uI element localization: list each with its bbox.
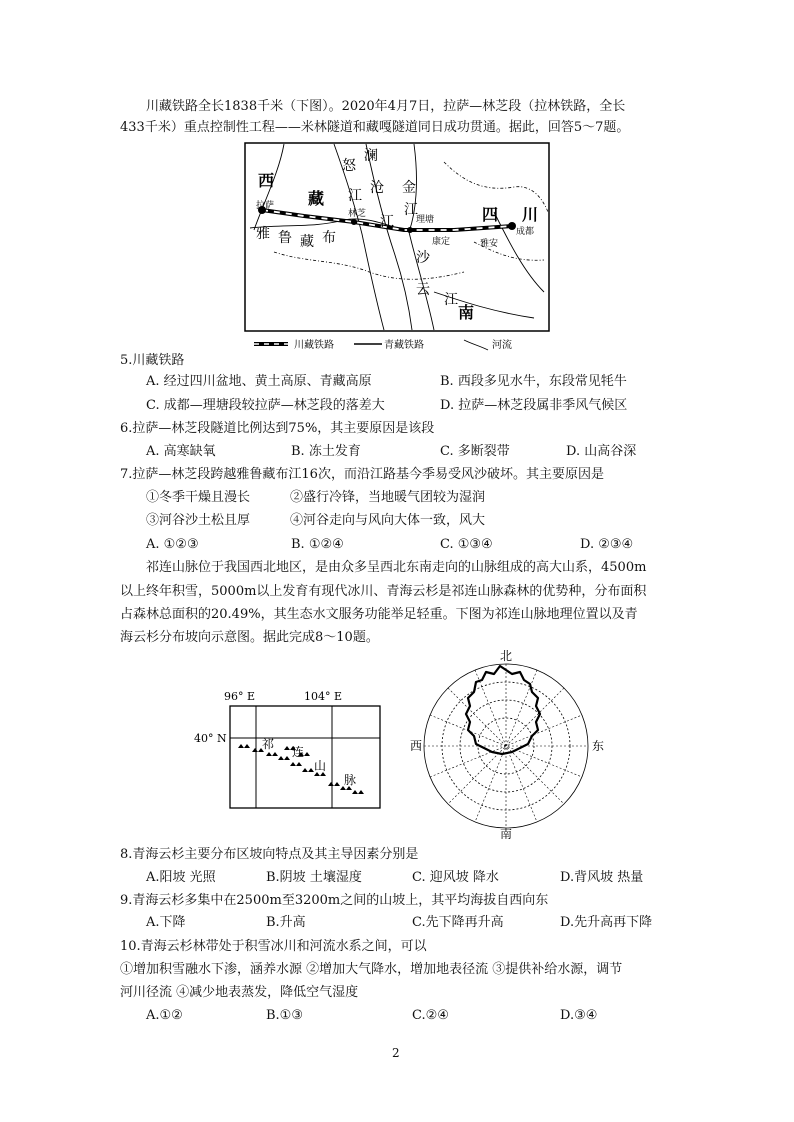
legend-rail-sc-label: 川藏铁路 [294,340,334,351]
label-qi: 祁 [262,737,275,751]
q6-stem: 6.拉萨—林芝段隧道比例达到75%，其主要原因是该段 [120,421,435,436]
q8-option-d[interactable]: D.背风坡 热量 [560,870,644,885]
q6-option-b[interactable]: B. 冻土发育 [291,444,361,459]
q9-option-c[interactable]: C.先下降再升高 [412,915,504,930]
label-lian: 连 [292,745,305,759]
west-label: 西 [410,739,423,753]
q5-option-b[interactable]: B. 西段多见水牛，东段常见牦牛 [440,374,627,389]
q7-option-a[interactable]: A. ①②③ [146,537,199,552]
intro2-line-4: 海云杉分布坡向示意图。据此完成8～10题。 [120,630,379,645]
q9-option-d[interactable]: D.先升高再下降 [560,915,653,930]
label-linzhi: 林芝 [348,209,367,219]
q7-statement-4: ④河谷走向与风向大体一致，风大 [290,513,486,528]
intro2-line-2: 以上终年积雪，5000m以上发育有现代冰川、青海云杉是祁连山脉森林的优势种，分布面积 [120,584,647,599]
q5-option-c[interactable]: C. 成都—理塘段较拉萨—林芝段的落差大 [146,398,385,413]
q7-statement-2: ②盛行冷锋，当地暖气团较为湿润 [290,490,486,505]
north-label: 北 [499,649,513,663]
q9-stem: 9.青海云杉多集中在2500m至3200m之间的山坡上，其平均海拔自西向东 [120,893,549,908]
label-cang: 沧 [370,180,384,196]
label-yun: 云 [416,282,430,298]
q10-stem: 10.青海云杉林带处于积雪冰川和河流水系之间，可以 [120,939,427,954]
q7-statement-1: ①冬季干燥且漫长 [146,490,251,505]
city-dot-litang [407,227,413,233]
label-jin: 金 [402,180,416,196]
city-dot-chengdu [508,222,516,230]
label-jiang: 江 [348,188,362,204]
label-lan: 澜 [364,148,378,164]
label-lu: 鲁 [278,230,292,246]
q7-stem: 7.拉萨—林芝段跨越雅鲁藏布江16次，而沿江路基今季易受风沙破坏。其主要原因是 [120,467,604,482]
intro2-line-3: 占森林总面积的20.49%，其生态水文服务功能举足轻重。下图为祁连山脉地理位置以及青 [120,607,638,622]
label-si: 四 [482,205,499,224]
page-number: 2 [392,1046,400,1060]
q8-stem: 8.青海云杉主要分布区坡向特点及其主导因素分别是 [120,847,419,862]
label-jiang3: 江 [404,202,418,218]
q6-option-a[interactable]: A. 高寒缺氧 [146,444,216,459]
label-nu: 怒 [342,158,356,174]
q8-option-b[interactable]: B.阴坡 土壤湿度 [266,870,362,885]
q10-statements-line-2: 河川径流 ④减少地表蒸发，降低空气湿度 [120,985,359,1000]
intro-line-1: 川藏铁路全长1838千米（下图）。2020年4月7日，拉萨—林芝段（拉林铁路，全长 [146,99,626,114]
label-lasa: 拉萨 [256,201,275,211]
label-mai: 脉 [344,773,357,787]
q10-option-d[interactable]: D.③④ [560,1008,598,1023]
q10-statements-line-1: ①增加积雪融水下渗，涵养水源 ②增加大气降水，增加地表径流 ③提供补给水源，调节 [120,962,623,977]
polar-spokes [424,664,588,828]
map2-frame [230,706,380,808]
q7-statement-3: ③河谷沙土松且厚 [146,513,251,528]
q6-option-d[interactable]: D. 山高谷深 [566,444,637,459]
q10-option-a[interactable]: A.①② [146,1008,183,1023]
label-yaan: 雅安 [480,239,499,249]
slope-aspect-polar-diagram [406,648,626,840]
q7-option-c[interactable]: C. ①③④ [440,537,493,552]
qilian-location-map [194,686,386,810]
label-chengdu: 成都 [516,227,535,237]
q8-option-a[interactable]: A.阳坡 光照 [146,870,216,885]
label-zang: 藏 [308,189,325,208]
label-jiang2: 江 [380,214,394,230]
east-label: 东 [592,739,605,753]
label-bu: 布 [322,230,336,246]
label-shan: 山 [314,759,327,773]
q9-option-a[interactable]: A.下降 [146,915,186,930]
q7-option-b[interactable]: B. ①②④ [291,537,344,552]
q7-option-d[interactable]: D. ②③④ [580,537,634,552]
lat-40-label: 40° N [194,732,227,745]
label-kangding: 康定 [432,237,451,247]
q5-stem: 5.川藏铁路 [120,353,185,368]
label-litang: 理塘 [416,215,435,225]
q5-option-a[interactable]: A. 经过四川盆地、黄土高原、青藏高原 [146,374,372,389]
q10-option-c[interactable]: C.②④ [412,1008,449,1023]
q9-option-b[interactable]: B.升高 [266,915,306,930]
lon-96-label: 96° E [224,690,256,703]
south-label: 南 [499,827,513,840]
q8-option-c[interactable]: C. 迎风坡 降水 [412,870,499,885]
intro-line-2: 433千米）重点控制性工程——米林隧道和藏嘎隧道同日成功贯通。据此，回答5～7题。 [120,120,630,135]
legend-rail-qz-label: 青藏铁路 [384,340,424,351]
label-chuan: 川 [522,205,539,224]
label-sha: 沙 [416,250,430,266]
q10-option-b[interactable]: B.①③ [266,1008,303,1023]
legend-river-line [464,340,488,350]
lon-104-label: 104° E [304,690,343,703]
intro2-line-1: 祁连山脉位于我国西北地区，是由众多呈西北东南走向的山脉组成的高大山系，4500m [146,560,647,575]
label-nan: 南 [458,303,475,322]
label-ya: 雅 [256,226,270,242]
label-jiang4: 江 [444,292,458,308]
city-dot-linzhi [351,219,357,225]
legend-river-label: 河流 [492,340,512,351]
q5-option-d[interactable]: D. 拉萨—林芝段属非季风气候区 [440,398,628,413]
label-xi: 西 [258,171,275,190]
sichuan-tibet-railway-map [244,142,550,356]
label-zang2: 藏 [300,234,314,250]
q6-option-c[interactable]: C. 多断裂带 [440,444,510,459]
